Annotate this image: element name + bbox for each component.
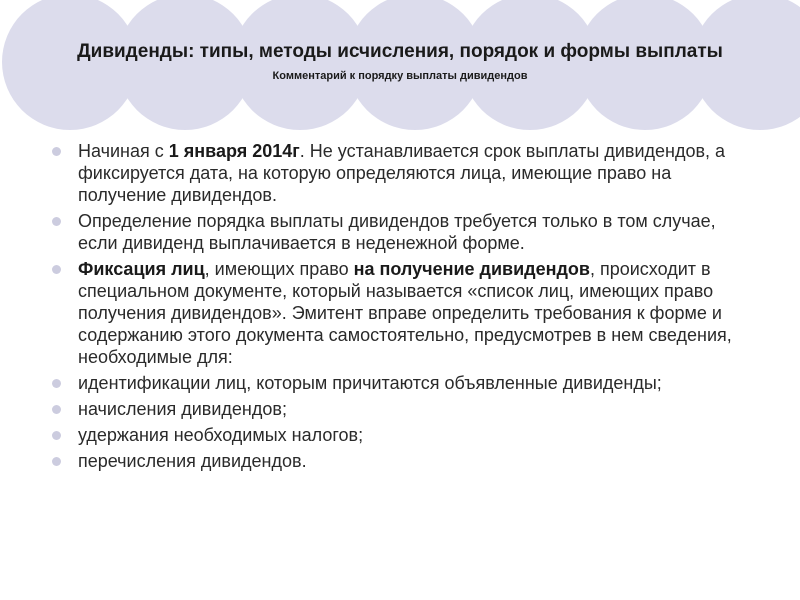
slide-title: Дивиденды: типы, методы исчисления, порядок и формы выплаты <box>77 41 723 62</box>
bullet-text: перечисления дивидендов. <box>78 451 307 471</box>
bullet-text: , происходит в специальном документе, который называется «список лиц, имеющих право получения дивидендов». Эмитент вправе определить требования к форме и содержанию этого документа самостоятельно, предусмотрев в нем сведения, необходимые для: <box>78 259 732 367</box>
bullet-item <box>52 140 742 206</box>
bullet-text: . Не устанавливается срок выплаты дивидендов, а фиксируется дата, на которую определяются лица, имеющие право на получение дивидендов. <box>78 141 726 205</box>
bullet-item <box>52 258 742 368</box>
bullet-item <box>52 424 742 446</box>
bullet-dot-icon <box>52 265 61 274</box>
bullet-dot-icon <box>52 457 61 466</box>
bullet-text: Определение порядка выплаты дивидендов требуется только в том случае, если дивиденд выплачивается в неденежной форме. <box>78 211 716 253</box>
bullet-dot-icon <box>52 217 61 226</box>
bullet-text: идентификации лиц, которым причитаются объявленные дивиденды; <box>78 373 662 393</box>
slide-subtitle: Комментарий к порядку выплаты дивидендов <box>272 70 528 82</box>
slide-header <box>40 38 760 83</box>
bullet-text: Начиная с <box>78 141 169 161</box>
bullet-item <box>52 450 742 472</box>
bullet-dot-icon <box>52 405 61 414</box>
bullet-text: начисления дивидендов; <box>78 399 287 419</box>
bullet-text-bold: на получение дивидендов <box>353 259 590 279</box>
bullet-item <box>52 398 742 420</box>
bullet-list <box>52 140 742 472</box>
bullet-dot-icon <box>52 379 61 388</box>
bullet-item <box>52 372 742 394</box>
bullet-text-bold: 1 января 2014г <box>168 141 300 161</box>
bullet-dot-icon <box>52 431 61 440</box>
bullet-text-bold: Фиксация лиц <box>78 259 205 279</box>
bullet-text: , имеющих право <box>204 259 354 279</box>
bullet-dot-icon <box>52 147 61 156</box>
bullet-item <box>52 210 742 254</box>
slide-content <box>52 140 742 476</box>
bullet-text: удержания необходимых налогов; <box>78 425 364 445</box>
